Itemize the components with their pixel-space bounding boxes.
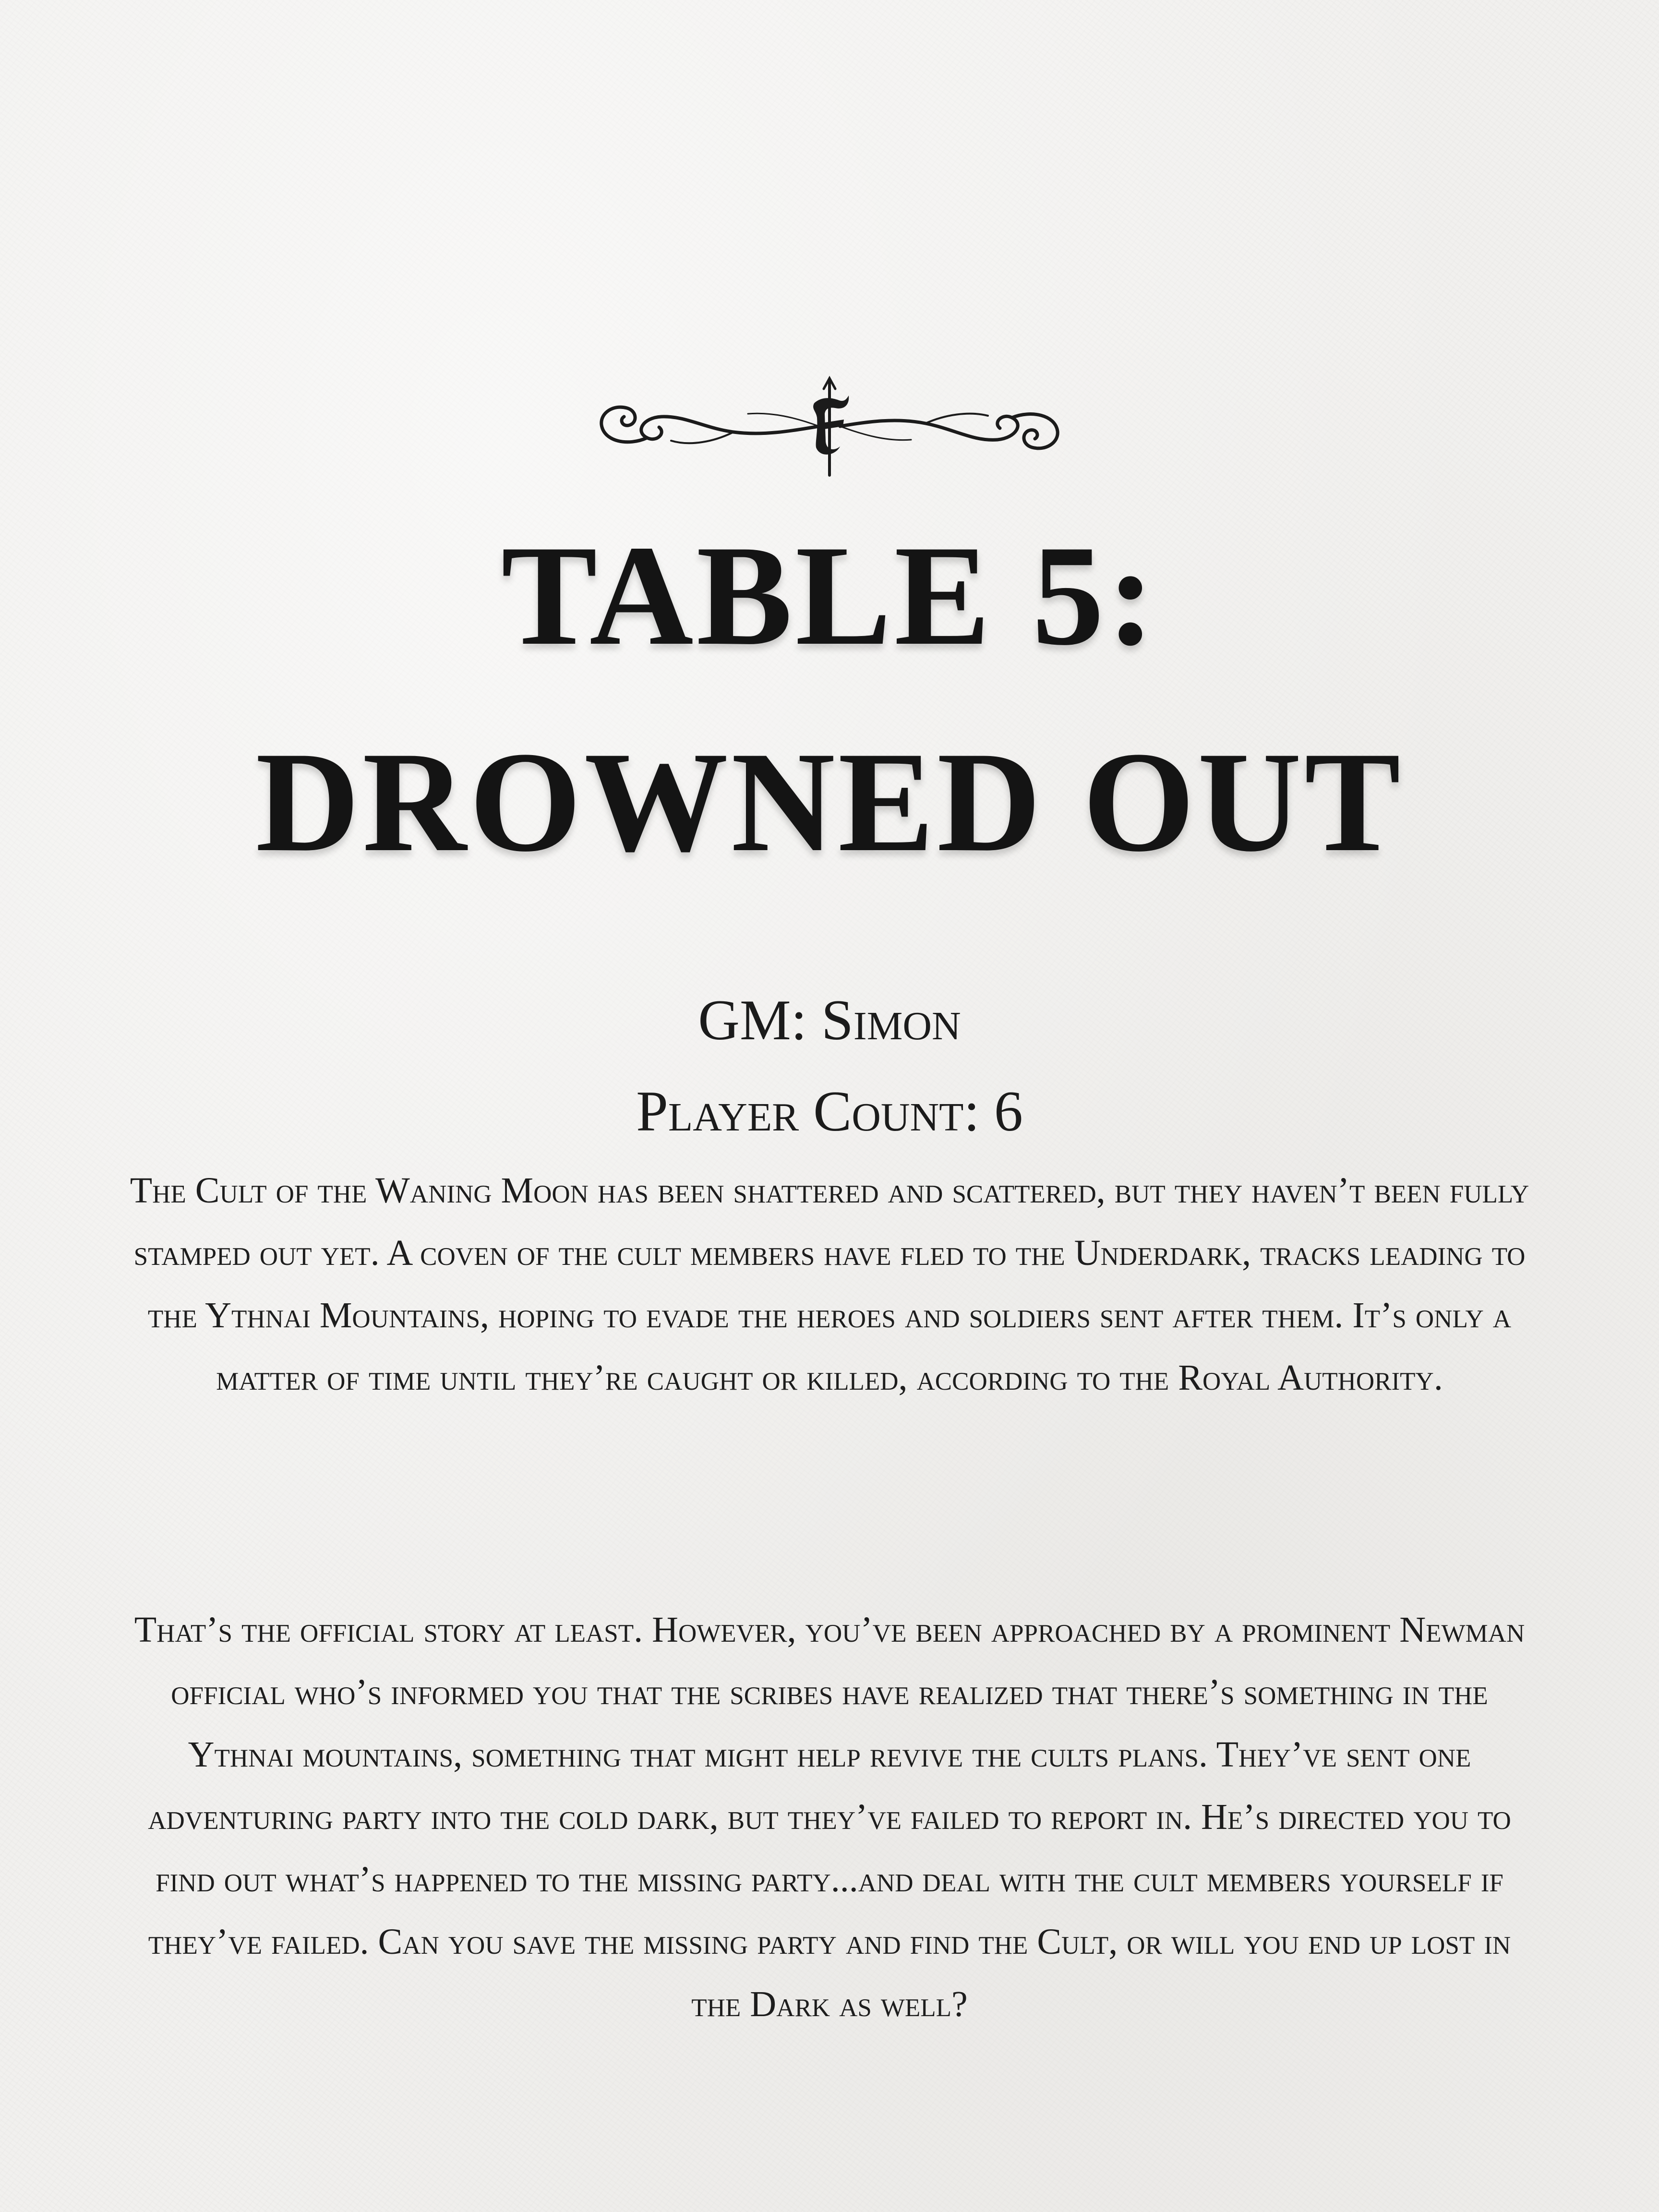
flourish-divider-icon (589, 370, 1070, 485)
description-paragraph-1: The Cult of the Waning Moon has been shattered and scattered, but they haven’t been fully stamped out yet. A coven of the cult members have fled to the Underdark, tracks leading to the Ythnai Mountains, hoping to evade the heroes and soldiers sent after them. It’s only a matter of time until they’re caught or killed, according to the Royal Authority. (130, 1170, 1529, 1398)
title-line-2: DROWNED OUT (255, 722, 1404, 881)
gm-label: GM: Simon (698, 988, 961, 1052)
player-count-label: Player Count: 6 (636, 1079, 1023, 1143)
description-paragraph-2: That’s the official story at least. However, you’ve been approached by a prominent Newman official who’s informed you that the scribes have realized that there’s something in the Ythnai mountains, something that might help revive the cults plans. They’ve sent one adventuring party into the cold dark, but they’ve failed to report in. He’s directed you to find out what’s happened to the missing party...and deal with the cult members yourself if they’ve failed. Can you save the missing party and find the Cult, or will you end up lost in the Dark as well? (134, 1610, 1525, 2024)
title-line-1: TABLE 5: (501, 516, 1158, 675)
